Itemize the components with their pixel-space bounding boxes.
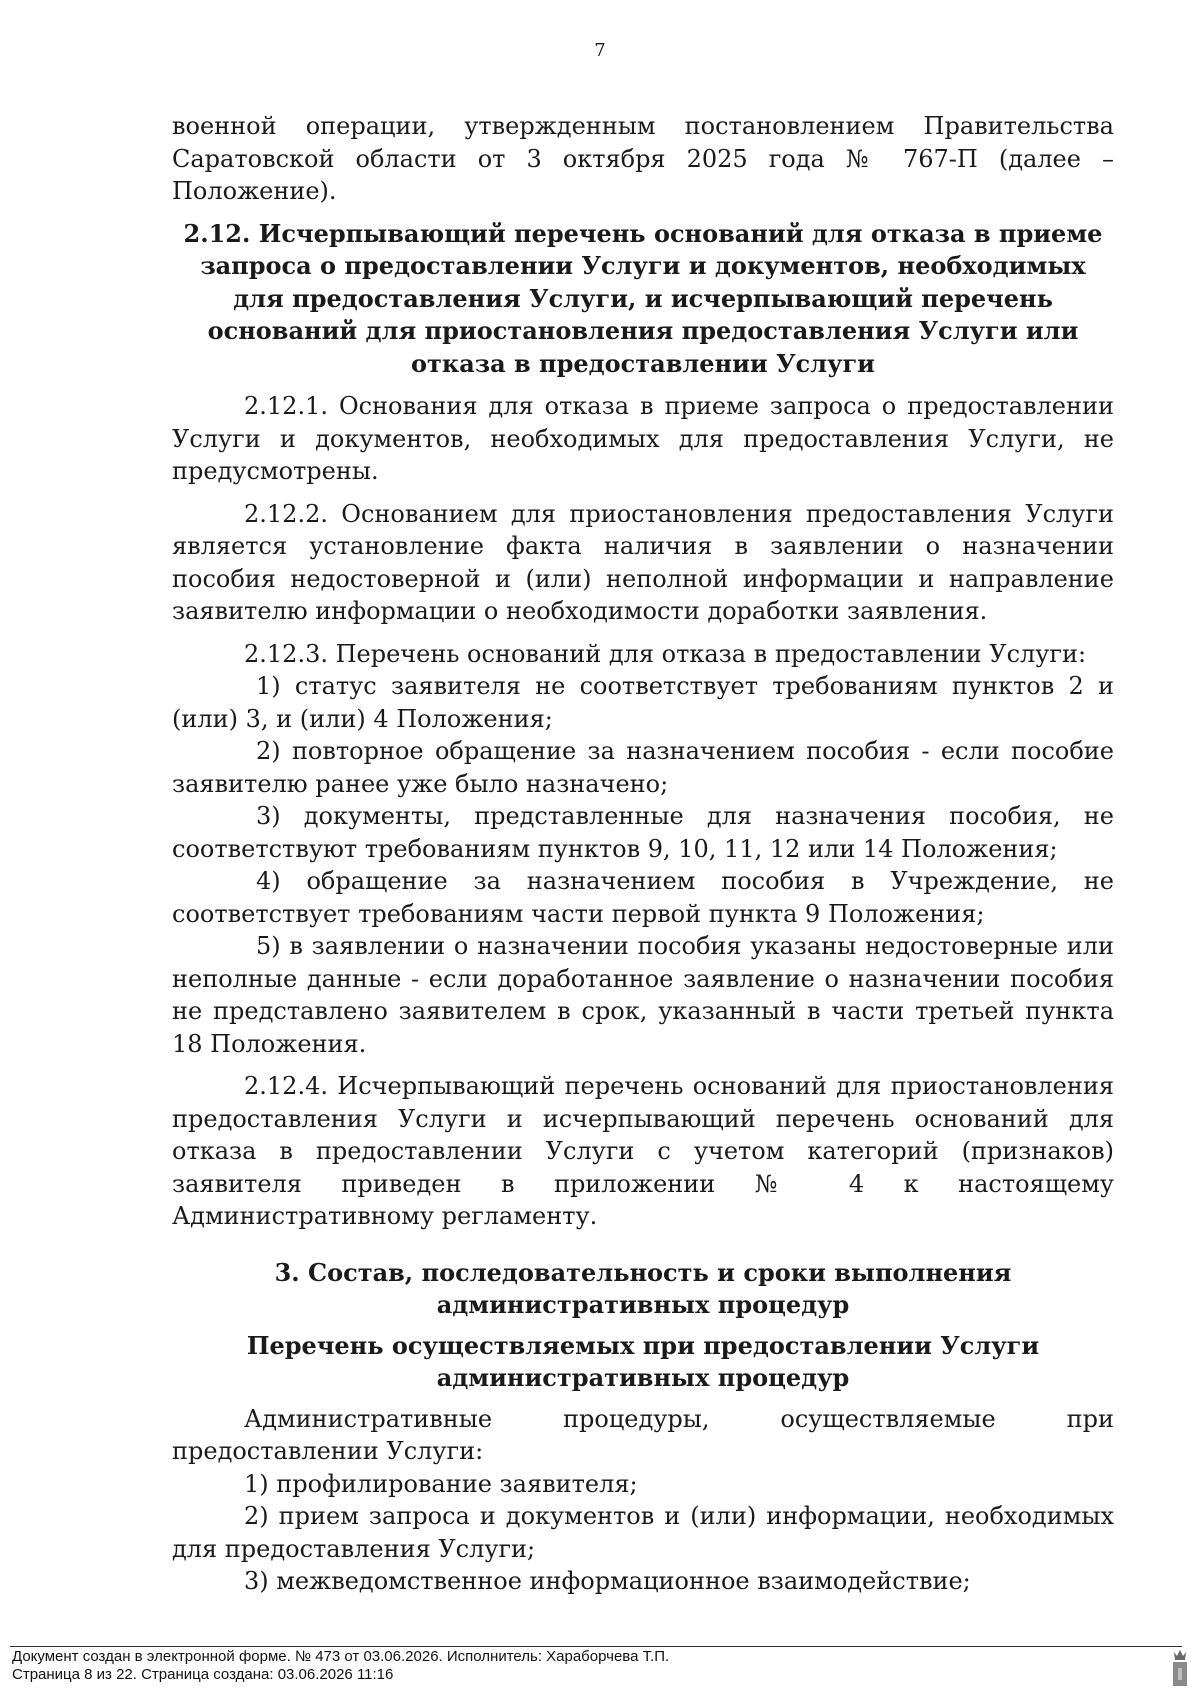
section-heading: 2.12. Исчерпывающий перечень оснований для отказа в приеме запроса о предоставлении Услуги и документов, необходимых для предоставления Услуги, и исчерпывающий перечень оснований для приостановления предоставления Услуги или отказа в предоставлении Услуги xyxy=(183,218,1103,378)
footer xyxy=(12,1648,669,1684)
paragraph: 1) статус заявителя не соответствует требованиям пунктов 2 и (или) 3, и (или) 4 Положения; xyxy=(172,672,1114,733)
coat-of-arms-icon xyxy=(1170,1646,1190,1690)
section-heading: Перечень осуществляемых при предоставлении Услуги административных процедур xyxy=(246,1330,1040,1392)
paragraph: 5) в заявлении о назначении пособия указаны недостоверные или неполные данные - если доработанное заявление о назначении пособия не представлено заявителем в срок, указанный в части третьей пункта 18 Положения. xyxy=(172,932,1114,1058)
paragraph: 4) обращение за назначением пособия в Учреждение, не соответствует требованиям части первой пункта 9 Положения; xyxy=(172,867,1114,928)
section-heading: 3. Состав, последовательность и сроки выполнения административных процедур xyxy=(274,1257,1012,1319)
footer-divider xyxy=(10,1646,1182,1647)
paragraph: 2.12.3. Перечень оснований для отказа в предоставлении Услуги: xyxy=(244,639,1087,668)
paragraph: 2.12.1. Основания для отказа в приеме запроса о предоставлении Услуги и документов, необходимых для предоставления Услуги, не предусмотрены. xyxy=(172,392,1114,485)
paragraph: Административные процедуры, осуществляемые при предоставлении Услуги: xyxy=(172,1404,1114,1465)
document-body xyxy=(172,110,1114,1598)
paragraph: 2) повторное обращение за назначением пособия - если пособие заявителю ранее уже было назначено; xyxy=(172,737,1114,798)
paragraph: 2.12.4. Исчерпывающий перечень оснований для приостановления предоставления Услуги и исчерпывающий перечень оснований для отказа в предоставлении Услуги с учетом категорий (признаков) заявителя приведен в приложении № 4 к настоящему Административному регламенту. xyxy=(172,1072,1114,1230)
paragraph: 2.12.2. Основанием для приостановления предоставления Услуги является установление факта наличия в заявлении о назначении пособия недостоверной и (или) неполной информации и направление заявителю информации о необходимости доработки заявления. xyxy=(172,499,1114,625)
footer-line-1: Документ создан в электронной форме. № 473 от 03.06.2026. Исполнитель: Хараборчева Т.П. xyxy=(12,1648,670,1665)
paragraph: 3) документы, представленные для назначения пособия, не соответствуют требованиям пунктов 9, 10, 11, 12 или 14 Положения; xyxy=(172,802,1114,863)
paragraph: 1) профилирование заявителя; xyxy=(244,1469,638,1498)
footer-line-2: Страница 8 из 22. Страница создана: 03.06.2026 11:16 xyxy=(12,1666,394,1683)
paragraph: 3) межведомственное информационное взаимодействие; xyxy=(244,1567,971,1595)
page-number: 7 xyxy=(594,40,606,61)
paragraph: 2) прием запроса и документов и (или) информации, необходимых для предоставления Услуги; xyxy=(172,1502,1114,1563)
paragraph: военной операции, утвержденным постановлением Правительства Саратовской области от 3 октября 2025 года № 767-П (далее – Положение). xyxy=(172,112,1114,205)
